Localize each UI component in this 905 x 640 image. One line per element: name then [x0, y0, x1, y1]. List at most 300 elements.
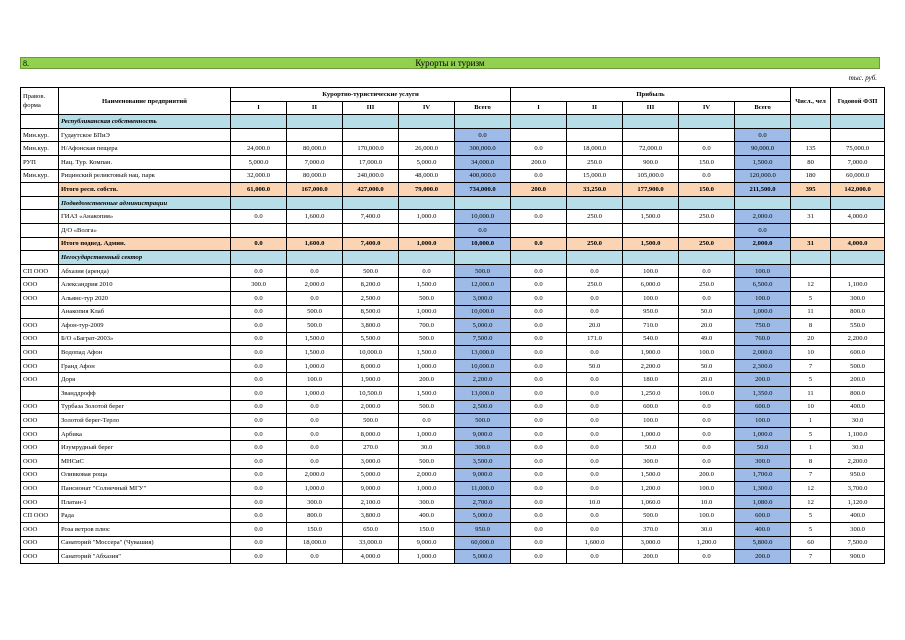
- services-total-cell: 9,000.0: [455, 468, 511, 482]
- profit-cell: 0.0: [567, 373, 623, 387]
- services-cell: 0.0: [287, 550, 343, 564]
- services-cell: 270.0: [343, 441, 399, 455]
- services-cell: 8,200.0: [343, 278, 399, 292]
- header-profit-q2: II: [567, 101, 623, 115]
- profit-cell: 0.0: [679, 169, 735, 183]
- form-cell: [21, 196, 59, 210]
- services-total-cell: 34,000.0: [455, 155, 511, 169]
- services-cell: 300.0: [231, 278, 287, 292]
- profit-cell: 50.0: [567, 359, 623, 373]
- profit-cell: 100.0: [623, 291, 679, 305]
- fund-cell: 800.0: [831, 387, 885, 401]
- profit-cell: 600.0: [623, 400, 679, 414]
- profit-total-cell: 600.0: [735, 509, 791, 523]
- empty-cell: [567, 196, 623, 210]
- section-row: [21, 196, 885, 210]
- subtotal-row: [21, 183, 885, 197]
- profit-total-cell: 6,500.0: [735, 278, 791, 292]
- header-name: Наименование предприятий: [59, 88, 231, 115]
- empty-cell: [791, 196, 831, 210]
- name-cell: Гудаутское БПиЭ: [59, 128, 231, 142]
- staff-cell: 180: [791, 169, 831, 183]
- subtotal-row: [21, 237, 885, 251]
- profit-cell: [567, 128, 623, 142]
- profit-cell: 200.0: [679, 468, 735, 482]
- profit-cell: 0.0: [511, 455, 567, 469]
- services-total-cell: 3,000.0: [455, 291, 511, 305]
- form-cell: [21, 305, 59, 319]
- services-total-cell: 13,000.0: [455, 346, 511, 360]
- staff-cell: [791, 128, 831, 142]
- services-cell: 400.0: [399, 509, 455, 523]
- table-row: [21, 319, 885, 333]
- name-cell: Санаторий "Абхазия": [59, 550, 231, 564]
- profit-cell: 30.0: [679, 523, 735, 537]
- profit-cell: 0.0: [567, 523, 623, 537]
- services-cell: 30.0: [399, 441, 455, 455]
- form-cell: ООО: [21, 536, 59, 550]
- services-cell: 0.0: [231, 332, 287, 346]
- services-cell: 8,500.0: [343, 305, 399, 319]
- profit-cell: 180.0: [623, 373, 679, 387]
- profit-cell: 0.0: [511, 509, 567, 523]
- staff-cell: 11: [791, 305, 831, 319]
- form-cell: [21, 387, 59, 401]
- header-profit-q3: III: [623, 101, 679, 115]
- profit-cell: 0.0: [511, 169, 567, 183]
- services-cell: 2,000.0: [343, 400, 399, 414]
- name-cell: Анакопия Клаб: [59, 305, 231, 319]
- services-total-cell: 9,000.0: [455, 427, 511, 441]
- profit-cell: 0.0: [511, 291, 567, 305]
- empty-cell: [287, 251, 343, 265]
- fund-cell: 2,200.0: [831, 332, 885, 346]
- services-cell: 0.0: [287, 400, 343, 414]
- table-row: [21, 264, 885, 278]
- fund-cell: 30.0: [831, 441, 885, 455]
- staff-cell: [791, 223, 831, 237]
- profit-total-cell: 50.0: [735, 441, 791, 455]
- empty-cell: [679, 115, 735, 129]
- table-row: [21, 223, 885, 237]
- profit-total-cell: 1,000.0: [735, 305, 791, 319]
- staff-cell: 10: [791, 400, 831, 414]
- profit-cell: 20.0: [567, 319, 623, 333]
- table-row: [21, 332, 885, 346]
- fund-cell: 500.0: [831, 359, 885, 373]
- name-cell: Званддрофф: [59, 387, 231, 401]
- profit-total-cell: 1,000.0: [735, 427, 791, 441]
- services-total-cell: 11,000.0: [455, 482, 511, 496]
- services-cell: 0.0: [231, 291, 287, 305]
- services-total-cell: 0.0: [455, 128, 511, 142]
- services-total-cell: 400,000.0: [455, 169, 511, 183]
- services-cell: 150.0: [287, 523, 343, 537]
- services-cell: 4,000.0: [343, 550, 399, 564]
- profit-cell: 0.0: [567, 400, 623, 414]
- header-fund: Годовой ФЗП: [831, 88, 885, 115]
- fund-cell: 7,500.0: [831, 536, 885, 550]
- table-row: [21, 495, 885, 509]
- section-heading: Негосударственный сектор: [59, 251, 231, 265]
- services-cell: 0.0: [231, 536, 287, 550]
- services-cell: 1,500.0: [287, 346, 343, 360]
- profit-cell: 0.0: [567, 550, 623, 564]
- empty-cell: [623, 251, 679, 265]
- header-services-q2: II: [287, 101, 343, 115]
- staff-cell: 5: [791, 523, 831, 537]
- services-cell: 0.0: [287, 264, 343, 278]
- form-cell: РУП: [21, 155, 59, 169]
- header-services-q1: I: [231, 101, 287, 115]
- empty-cell: [679, 251, 735, 265]
- profit-cell: [511, 128, 567, 142]
- services-cell: 0.0: [231, 441, 287, 455]
- fund-cell: 1,100.0: [831, 427, 885, 441]
- profit-cell: 0.0: [567, 509, 623, 523]
- services-cell: 500.0: [399, 291, 455, 305]
- services-cell: 33,000.0: [343, 536, 399, 550]
- services-cell: 1,500.0: [399, 387, 455, 401]
- name-cell: Доря: [59, 373, 231, 387]
- table-row: [21, 346, 885, 360]
- services-cell: 3,000.0: [343, 455, 399, 469]
- form-cell: ООО: [21, 441, 59, 455]
- table-row: [21, 414, 885, 428]
- profit-cell: 0.0: [511, 373, 567, 387]
- services-total-cell: 2,200.0: [455, 373, 511, 387]
- profit-total-cell: 2,000.0: [735, 346, 791, 360]
- profit-total-cell: 1,500.0: [735, 155, 791, 169]
- section-row: [21, 115, 885, 129]
- name-cell: Нац. Тур. Компан.: [59, 155, 231, 169]
- form-cell: Мин.кур.: [21, 169, 59, 183]
- header-services-q3: III: [343, 101, 399, 115]
- services-total-cell: 950.0: [455, 523, 511, 537]
- name-cell: Абхазия (аренда): [59, 264, 231, 278]
- profit-total-cell: 760.0: [735, 332, 791, 346]
- profit-cell: 10.0: [567, 495, 623, 509]
- empty-cell: [831, 196, 885, 210]
- section-row: [21, 251, 885, 265]
- profit-cell: 2,200.0: [623, 359, 679, 373]
- empty-cell: [623, 196, 679, 210]
- header-services-q4: IV: [399, 101, 455, 115]
- fund-cell: 400.0: [831, 400, 885, 414]
- empty-cell: [343, 115, 399, 129]
- table-row: [21, 373, 885, 387]
- staff-cell: 8: [791, 319, 831, 333]
- fund-cell: 300.0: [831, 523, 885, 537]
- empty-cell: [399, 196, 455, 210]
- form-cell: ООО: [21, 291, 59, 305]
- profit-cell: 250.0: [567, 278, 623, 292]
- staff-cell: 12: [791, 495, 831, 509]
- header-profit-q4: IV: [679, 101, 735, 115]
- services-cell: 1,500.0: [399, 278, 455, 292]
- name-cell: Итого респ. собств.: [59, 183, 231, 197]
- profit-cell: 0.0: [511, 142, 567, 156]
- empty-cell: [343, 251, 399, 265]
- name-cell: Роза ветров плюс: [59, 523, 231, 537]
- staff-cell: 80: [791, 155, 831, 169]
- services-cell: 300.0: [287, 495, 343, 509]
- profit-cell: 100.0: [679, 509, 735, 523]
- staff-cell: 5: [791, 509, 831, 523]
- profit-cell: 0.0: [511, 387, 567, 401]
- name-cell: Итого подвед. Админ.: [59, 237, 231, 251]
- services-cell: [399, 128, 455, 142]
- services-cell: 200.0: [399, 373, 455, 387]
- table-row: [21, 455, 885, 469]
- profit-total-cell: 90,000.0: [735, 142, 791, 156]
- services-cell: 0.0: [231, 523, 287, 537]
- services-cell: 7,400.0: [343, 237, 399, 251]
- empty-cell: [831, 251, 885, 265]
- profit-cell: 200.0: [511, 155, 567, 169]
- empty-cell: [287, 196, 343, 210]
- name-cell: Афон-тур-2009: [59, 319, 231, 333]
- profit-cell: 150.0: [679, 183, 735, 197]
- fund-cell: 550.0: [831, 319, 885, 333]
- staff-cell: 31: [791, 210, 831, 224]
- empty-cell: [455, 115, 511, 129]
- services-cell: 0.0: [231, 373, 287, 387]
- services-cell: 2,000.0: [399, 468, 455, 482]
- profit-cell: 540.0: [623, 332, 679, 346]
- profit-cell: 250.0: [567, 155, 623, 169]
- services-cell: [287, 223, 343, 237]
- services-cell: 650.0: [343, 523, 399, 537]
- services-cell: 5,000.0: [343, 468, 399, 482]
- profit-cell: 0.0: [511, 482, 567, 496]
- name-cell: Оливковая роща: [59, 468, 231, 482]
- table-row: [21, 400, 885, 414]
- profit-cell: 0.0: [511, 305, 567, 319]
- services-total-cell: 734,000.0: [455, 183, 511, 197]
- header-profit: Прибыль: [511, 88, 791, 102]
- name-cell: Турбаза Золотой берег: [59, 400, 231, 414]
- services-cell: 26,000.0: [399, 142, 455, 156]
- profit-cell: 0.0: [511, 441, 567, 455]
- fund-cell: 4,000.0: [831, 210, 885, 224]
- form-cell: ООО: [21, 427, 59, 441]
- services-cell: 8,000.0: [343, 359, 399, 373]
- services-cell: 1,000.0: [399, 482, 455, 496]
- profit-cell: 0.0: [511, 495, 567, 509]
- services-cell: 427,000.0: [343, 183, 399, 197]
- services-cell: 1,000.0: [399, 305, 455, 319]
- profit-cell: 1,200.0: [679, 536, 735, 550]
- empty-cell: [287, 115, 343, 129]
- services-cell: 2,000.0: [287, 278, 343, 292]
- table-row: [21, 509, 885, 523]
- empty-cell: [623, 115, 679, 129]
- profit-cell: 177,900.0: [623, 183, 679, 197]
- services-cell: 80,000.0: [287, 142, 343, 156]
- services-total-cell: 3,500.0: [455, 455, 511, 469]
- profit-cell: 49.0: [679, 332, 735, 346]
- services-cell: 0.0: [287, 455, 343, 469]
- staff-cell: 1: [791, 414, 831, 428]
- services-total-cell: 12,000.0: [455, 278, 511, 292]
- header-form: Правов. форма: [21, 88, 59, 115]
- services-cell: 1,600.0: [287, 237, 343, 251]
- services-cell: 0.0: [399, 264, 455, 278]
- services-cell: 500.0: [399, 332, 455, 346]
- services-total-cell: 300,000.0: [455, 142, 511, 156]
- table-row: [21, 536, 885, 550]
- staff-cell: 5: [791, 291, 831, 305]
- services-cell: [343, 223, 399, 237]
- profit-cell: 710.0: [623, 319, 679, 333]
- empty-cell: [831, 115, 885, 129]
- services-cell: 3,800.0: [343, 319, 399, 333]
- services-cell: 2,100.0: [343, 495, 399, 509]
- services-cell: 3,800.0: [343, 509, 399, 523]
- services-cell: 300.0: [399, 495, 455, 509]
- fund-cell: [831, 223, 885, 237]
- section-heading: Республиканская собственность: [59, 115, 231, 129]
- services-cell: 500.0: [343, 264, 399, 278]
- services-cell: 1,000.0: [287, 482, 343, 496]
- services-cell: 1,000.0: [399, 237, 455, 251]
- fund-cell: 75,000.0: [831, 142, 885, 156]
- fund-cell: 4,000.0: [831, 237, 885, 251]
- form-cell: ООО: [21, 550, 59, 564]
- fund-cell: 300.0: [831, 291, 885, 305]
- profit-cell: 0.0: [567, 264, 623, 278]
- empty-cell: [399, 251, 455, 265]
- name-cell: Изумрудный берег: [59, 441, 231, 455]
- profit-cell: 0.0: [567, 468, 623, 482]
- services-cell: 0.0: [287, 414, 343, 428]
- form-cell: ООО: [21, 523, 59, 537]
- name-cell: Санаторий "Моссера" (Чувашия): [59, 536, 231, 550]
- profit-cell: 100.0: [679, 346, 735, 360]
- name-cell: Рицинский реликтовый нац. парк: [59, 169, 231, 183]
- profit-cell: 0.0: [567, 427, 623, 441]
- name-cell: Арбика: [59, 427, 231, 441]
- form-cell: Мин.кур.: [21, 142, 59, 156]
- table-row: [21, 169, 885, 183]
- fund-cell: 7,000.0: [831, 155, 885, 169]
- empty-cell: [231, 115, 287, 129]
- profit-cell: 20.0: [679, 319, 735, 333]
- profit-cell: 0.0: [567, 305, 623, 319]
- profit-cell: 250.0: [567, 210, 623, 224]
- services-cell: 1,000.0: [399, 427, 455, 441]
- profit-cell: 0.0: [511, 237, 567, 251]
- services-cell: 0.0: [231, 468, 287, 482]
- services-cell: 24,000.0: [231, 142, 287, 156]
- profit-total-cell: 1,300.0: [735, 482, 791, 496]
- staff-cell: 7: [791, 550, 831, 564]
- name-cell: Н/Афонская пещера: [59, 142, 231, 156]
- services-total-cell: 60,000.0: [455, 536, 511, 550]
- profit-cell: 900.0: [623, 155, 679, 169]
- services-cell: [287, 128, 343, 142]
- table-row: [21, 359, 885, 373]
- table-row: [21, 128, 885, 142]
- table-row: [21, 441, 885, 455]
- services-cell: 48,000.0: [399, 169, 455, 183]
- profit-cell: 50.0: [623, 441, 679, 455]
- profit-total-cell: 1,700.0: [735, 468, 791, 482]
- profit-cell: 950.0: [623, 305, 679, 319]
- profit-total-cell: 600.0: [735, 400, 791, 414]
- profit-total-cell: 2,000.0: [735, 237, 791, 251]
- name-cell: Платан-1: [59, 495, 231, 509]
- profit-cell: 0.0: [567, 455, 623, 469]
- services-cell: 18,000.0: [287, 536, 343, 550]
- staff-cell: 395: [791, 183, 831, 197]
- table-row: [21, 550, 885, 564]
- services-cell: 2,000.0: [287, 468, 343, 482]
- profit-cell: 3,000.0: [623, 536, 679, 550]
- services-cell: 5,000.0: [231, 155, 287, 169]
- profit-cell: 500.0: [623, 509, 679, 523]
- profit-cell: 50.0: [679, 305, 735, 319]
- resorts-table: [20, 87, 885, 564]
- services-cell: 1,600.0: [287, 210, 343, 224]
- form-cell: [21, 223, 59, 237]
- services-cell: 0.0: [231, 346, 287, 360]
- services-cell: 700.0: [399, 319, 455, 333]
- services-cell: 500.0: [343, 414, 399, 428]
- profit-cell: 0.0: [511, 210, 567, 224]
- empty-cell: [231, 251, 287, 265]
- profit-cell: 200.0: [511, 183, 567, 197]
- profit-cell: [679, 128, 735, 142]
- section-number: 8.: [23, 59, 29, 68]
- fund-cell: 3,700.0: [831, 482, 885, 496]
- services-cell: 0.0: [231, 509, 287, 523]
- services-total-cell: 13,000.0: [455, 387, 511, 401]
- services-cell: 10,500.0: [343, 387, 399, 401]
- services-cell: 0.0: [231, 414, 287, 428]
- services-cell: 0.0: [231, 495, 287, 509]
- services-cell: 100.0: [287, 373, 343, 387]
- empty-cell: [231, 196, 287, 210]
- table-body: [21, 115, 885, 564]
- services-total-cell: 0.0: [455, 223, 511, 237]
- staff-cell: 11: [791, 387, 831, 401]
- services-cell: 0.0: [231, 237, 287, 251]
- table-row: [21, 291, 885, 305]
- services-cell: [399, 223, 455, 237]
- services-cell: 1,900.0: [343, 373, 399, 387]
- profit-cell: 0.0: [511, 400, 567, 414]
- profit-cell: 100.0: [623, 264, 679, 278]
- staff-cell: 31: [791, 237, 831, 251]
- fund-cell: 60,000.0: [831, 169, 885, 183]
- fund-cell: [831, 128, 885, 142]
- services-cell: 0.0: [231, 210, 287, 224]
- profit-cell: 100.0: [623, 414, 679, 428]
- services-cell: 0.0: [231, 455, 287, 469]
- empty-cell: [679, 196, 735, 210]
- services-cell: 1,000.0: [399, 210, 455, 224]
- staff-cell: 12: [791, 278, 831, 292]
- empty-cell: [791, 115, 831, 129]
- profit-cell: 0.0: [679, 264, 735, 278]
- profit-total-cell: 750.0: [735, 319, 791, 333]
- services-cell: 1,000.0: [399, 550, 455, 564]
- form-cell: [21, 210, 59, 224]
- services-cell: 8,000.0: [343, 427, 399, 441]
- profit-cell: 150.0: [679, 155, 735, 169]
